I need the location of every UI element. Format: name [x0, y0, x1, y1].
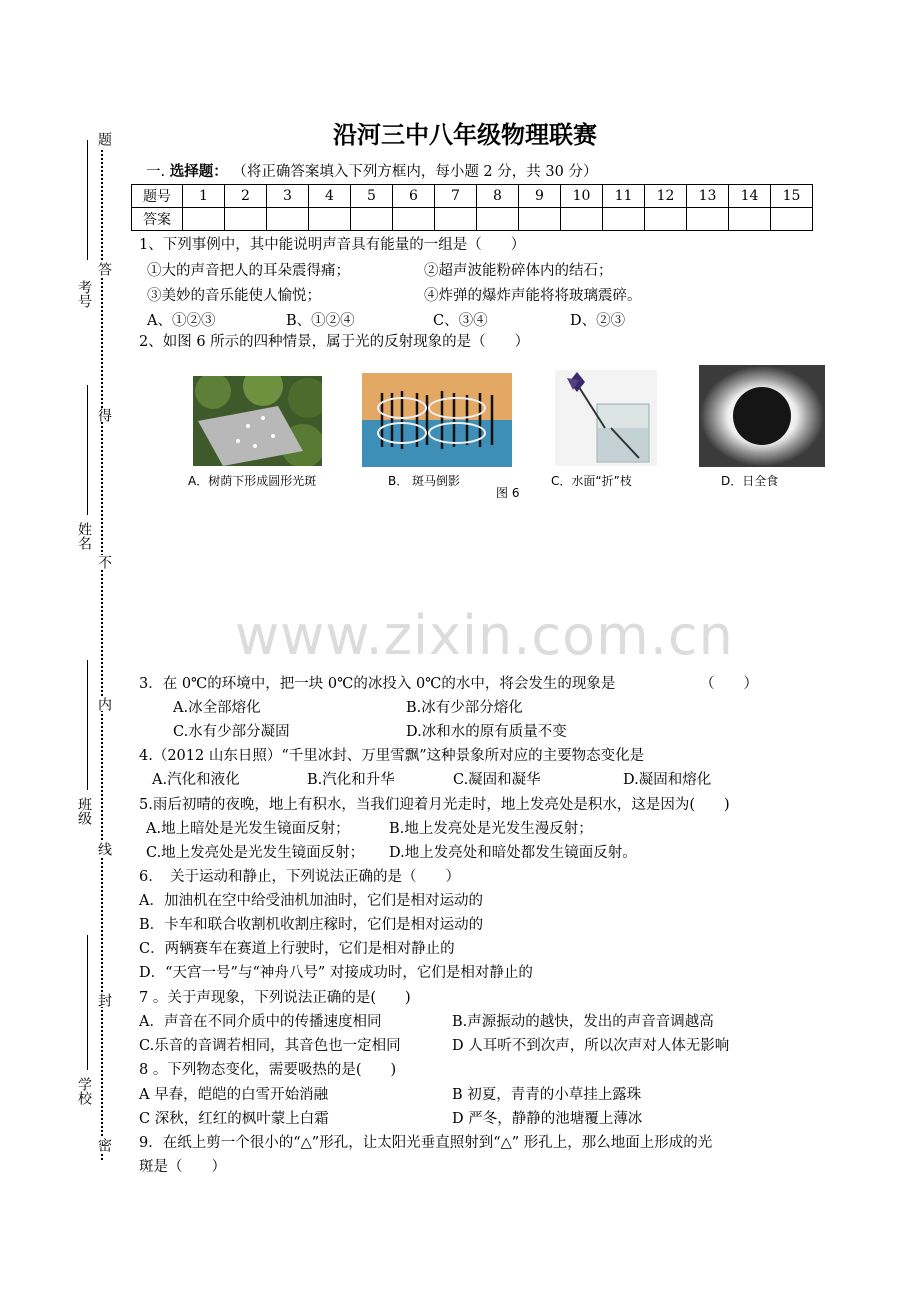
table-cell-number: 5: [351, 185, 393, 208]
figure-c-bent-branch: [555, 370, 657, 466]
page-title: 沿河三中八年级物理联赛: [333, 120, 597, 149]
answer-cell[interactable]: [645, 208, 687, 231]
q7-option-d: D 人耳听不到次声，所以次声对人体无影响: [452, 1038, 730, 1054]
q2-stem: 2、如图 6 所示的四种情景，属于光的反射现象的是（ ）: [139, 334, 530, 350]
q1-option-a: A、①②③: [147, 313, 216, 329]
xuexiao-label: 学校: [76, 1077, 92, 1105]
seal-char-xian: 线: [96, 842, 112, 856]
q4-stem: 4.（2012 山东日照）“千里冰封、万里雪飘”这种景象所对应的主要物态变化是: [139, 748, 645, 764]
figure-c-caption: C．水面“折”枝: [551, 474, 632, 488]
seal-char-feng: 封: [96, 993, 112, 1007]
table-cell-number: 10: [561, 185, 603, 208]
answer-table-number-row: [132, 185, 813, 208]
table-cell-number: 3: [267, 185, 309, 208]
q8-option-a: A 早春，皑皑的白雪开始消融: [139, 1087, 329, 1103]
answer-cell[interactable]: [477, 208, 519, 231]
q1-item-4: ④炸弹的爆炸声能将将玻璃震碎。: [424, 288, 642, 304]
q7-option-a: A．声音在不同介质中的传播速度相同: [139, 1014, 382, 1030]
q8-option-c: C 深秋，红红的枫叶蒙上白霜: [139, 1111, 329, 1127]
seal-char-da: 答: [96, 262, 112, 276]
figure-a-caption: A．树荫下形成圆形光斑: [188, 474, 317, 488]
watermark: www.zixin.com.cn: [235, 604, 734, 667]
q8-option-d: D 严冬，静静的池塘覆上薄冰: [452, 1111, 643, 1127]
q1-item-3: ③美妙的音乐能使人愉悦；: [147, 288, 321, 304]
banji-label: 班级: [76, 797, 92, 825]
section-heading: [146, 163, 597, 181]
q5-option-b: B.地上发亮处是光发生漫反射；: [389, 821, 593, 837]
q4-option-a: A.汽化和液化: [152, 772, 240, 788]
answer-cell[interactable]: [519, 208, 561, 231]
kaohao-label: 考号: [76, 280, 92, 308]
q6-option-b: B．卡车和联合收割机收割庄稼时，它们是相对运动的: [139, 917, 484, 933]
answer-cell[interactable]: [267, 208, 309, 231]
table-cell-number: 15: [771, 185, 813, 208]
answer-cell[interactable]: [561, 208, 603, 231]
seal-char-nei: 内: [96, 697, 112, 711]
seal-char-ti: 题: [96, 132, 112, 146]
table-cell-number: 1: [183, 185, 225, 208]
answer-table-answer-row: [132, 208, 813, 231]
q9-line-2: 斑是（ ）: [139, 1159, 226, 1175]
answer-cell[interactable]: [183, 208, 225, 231]
row-header-number: 题号: [132, 185, 183, 208]
section-label: 选择题：: [169, 163, 228, 180]
q4-option-d: D.凝固和熔化: [623, 772, 712, 788]
figure-label: 图 6: [496, 486, 520, 500]
q5-option-a: A.地上暗处是光发生镜面反射；: [146, 821, 350, 837]
table-cell-number: 14: [729, 185, 771, 208]
q3-option-c: C.水有少部分凝固: [173, 724, 290, 740]
table-cell-number: 6: [393, 185, 435, 208]
q5-stem: 5.雨后初晴的夜晚，地上有积水，当我们迎着月光走时，地上发亮处是积水，这是因为( ): [139, 797, 730, 813]
q5-option-c: C.地上发亮处是光发生镜面反射；: [146, 845, 365, 861]
kaohao-underline: [87, 140, 88, 260]
q6-option-d: D．“天宫一号”与“神舟八号” 对接成功时，它们是相对静止的: [139, 965, 533, 981]
table-cell-number: 4: [309, 185, 351, 208]
q1-option-d: D、②③: [570, 313, 626, 329]
q8-stem: 8 。下列物态变化，需要吸热的是( ): [139, 1062, 397, 1078]
seal-char-mi: 密: [96, 1138, 112, 1152]
table-cell-number: 12: [645, 185, 687, 208]
xingming-underline: [87, 385, 88, 515]
banji-underline: [87, 660, 88, 790]
table-cell-number: 2: [225, 185, 267, 208]
q1-stem: 1、下列事例中，其中能说明声音具有能量的一组是（ ）: [139, 237, 526, 253]
section-number: 一.: [146, 164, 166, 180]
seal-dotted-line: [101, 150, 103, 1160]
section-instruction: （将正确答案填入下列方框内，每小题 2 分，共 30 分）: [232, 164, 598, 180]
row-header-answer: 答案: [132, 208, 183, 231]
answer-cell[interactable]: [435, 208, 477, 231]
figure-d-caption: D．日全食: [721, 474, 779, 488]
q1-item-1: ①大的声音把人的耳朵震得痛；: [147, 263, 350, 279]
answer-table: [131, 184, 813, 231]
q4-option-b: B.汽化和升华: [307, 772, 395, 788]
q6-option-c: C．两辆赛车在赛道上行驶时，它们是相对静止的: [139, 941, 455, 957]
q3-option-d: D.冰和水的原有质量不变: [406, 724, 567, 740]
table-cell-number: 8: [477, 185, 519, 208]
figure-d-solar-eclipse: [699, 365, 825, 467]
table-cell-number: 13: [687, 185, 729, 208]
q7-option-c: C.乐音的音调若相同，其音色也一定相同: [139, 1038, 401, 1054]
q1-option-c: C、③④: [433, 313, 488, 329]
answer-cell[interactable]: [393, 208, 435, 231]
answer-cell[interactable]: [603, 208, 645, 231]
answer-cell[interactable]: [309, 208, 351, 231]
seal-char-bu: 不: [96, 555, 112, 569]
q1-option-b: B、①②④: [286, 313, 355, 329]
answer-cell[interactable]: [771, 208, 813, 231]
q1-item-2: ②超声波能粉碎体内的结石；: [424, 263, 613, 279]
q3-stem: 3．在 0℃的环境中，把一块 0℃的冰投入 0℃的水中，将会发生的现象是: [139, 676, 616, 692]
table-cell-number: 9: [519, 185, 561, 208]
figure-a-tree-shadow: [193, 376, 322, 466]
table-cell-number: 11: [603, 185, 645, 208]
xingming-label: 姓名: [76, 522, 92, 550]
q5-option-d: D.地上发亮处和暗处都发生镜面反射。: [389, 845, 637, 861]
q7-stem: 7 。关于声现象，下列说法正确的是( ): [139, 990, 411, 1006]
q8-option-b: B 初夏，青青的小草挂上露珠: [452, 1087, 642, 1103]
q6-option-a: A．加油机在空中给受油机加油时，它们是相对运动的: [139, 893, 483, 909]
q3-option-a: A.冰全部熔化: [173, 700, 261, 716]
answer-cell[interactable]: [687, 208, 729, 231]
q4-option-c: C.凝固和凝华: [453, 772, 541, 788]
answer-cell[interactable]: [225, 208, 267, 231]
table-cell-number: 7: [435, 185, 477, 208]
answer-cell[interactable]: [351, 208, 393, 231]
q6-stem: 6． 关于运动和静止，下列说法正确的是（ ）: [139, 869, 460, 885]
q3-option-b: B.冰有少部分熔化: [406, 700, 523, 716]
seal-char-de: 得: [96, 408, 112, 422]
figure-b-zebra-reflection: [362, 373, 512, 467]
q9-line-1: 9．在纸上剪一个很小的“△”形孔，让太阳光垂直照射到“△” 形孔上，那么地面上形成的光: [139, 1135, 713, 1151]
q3-bracket: （ ）: [700, 676, 758, 692]
xuexiao-underline: [87, 935, 88, 1070]
q7-option-b: B.声源振动的越快，发出的声音音调越高: [452, 1014, 714, 1030]
figure-b-caption: B． 斑马倒影: [388, 474, 461, 488]
answer-cell[interactable]: [729, 208, 771, 231]
